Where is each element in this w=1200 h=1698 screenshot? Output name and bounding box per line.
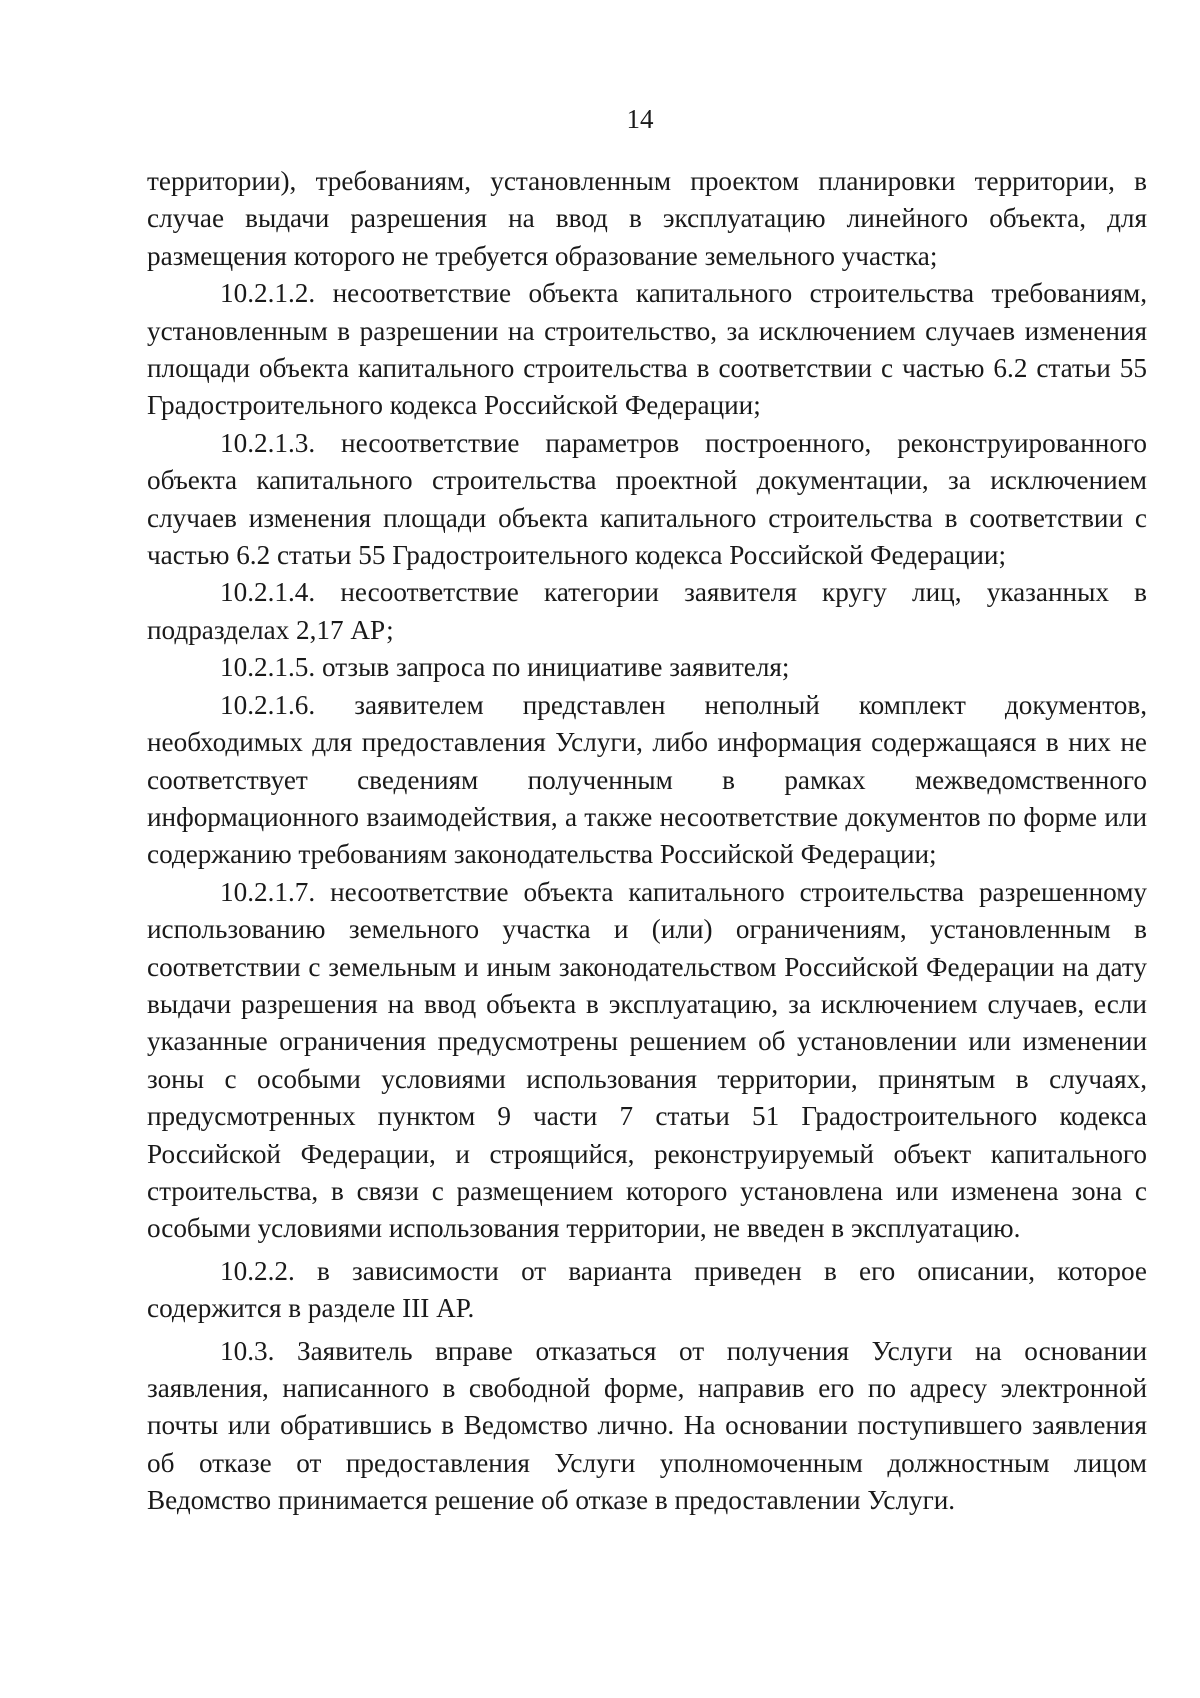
paragraph: 10.2.1.5. отзыв запроса по инициативе заявителя; — [220, 652, 790, 683]
paragraph: 10.3. Заявитель вправе отказаться от получения Услуги на основании заявления, написанного в свободной форме, направив его по адресу электронной почты или обратившись в Ведомство лично. На основании поступившего заявления об отказе от предоставления Услуги уполномоченным должностным лицом Ведомство принимается решение об отказе в предоставлении Услуги. — [147, 1335, 1147, 1516]
paragraph: 10.2.1.6. заявителем представлен неполный комплект документов, необходимых для предоставления Услуги, либо информация содержащаяся в них не соответствует сведениям полученным в рамках межведомственного информационного взаимодействия, а также несоответствие документов по форме или содержанию требованиям законодательства Российской Федерации; — [147, 689, 1147, 870]
paragraph: 10.2.1.3. несоответствие параметров построенного, реконструированного объекта капитального строительства проектной документации, за исключением случаев изменения площади объекта капитального строительства в соответствии с частью 6.2 статьи 55 Градостроительного кодекса Российской Федерации; — [147, 427, 1147, 571]
paragraph: 10.2.1.7. несоответствие объекта капитального строительства разрешенному использованию земельного участка и (или) ограничениям, установленным в соответствии с земельным и иным законодательством Российской Федерации на дату выдачи разрешения на ввод объекта в эксплуатацию, за исключением случаев, если указанные ограничения предусмотрены решением об установлении или изменении зоны с особыми условиями использования территории, принятым в случаях, предусмотренных пунктом 9 части 7 статьи 51 Градостроительного кодекса Российской Федерации, и строящийся, реконструируемый объект капитального строительства, в связи с размещением которого установлена или изменена зона с особыми условиями использования территории, не введен в эксплуатацию. — [147, 876, 1147, 1244]
paragraph: 10.2.1.2. несоответствие объекта капитального строительства требованиям, установленным в разрешении на строительство, за исключением случаев изменения площади объекта капитального строительства в соответствии с частью 6.2 статьи 55 Градостроительного кодекса Российской Федерации; — [147, 278, 1147, 421]
paragraph: территории), требованиям, установленным проектом планировки территории, в случае выдачи разрешения на ввод в эксплуатацию линейного объекта, для размещения которого не требуется образование земельного участка; — [147, 166, 1147, 271]
paragraph: 10.2.1.4. несоответствие категории заявителя кругу лиц, указанных в подразделах 2,17 АР; — [147, 577, 1147, 645]
document-body — [147, 163, 1147, 1520]
paragraph: 10.2.2. в зависимости от варианта приведен в его описании, которое содержится в разделе III АР. — [147, 1255, 1147, 1324]
page-number: 14 — [626, 104, 654, 134]
